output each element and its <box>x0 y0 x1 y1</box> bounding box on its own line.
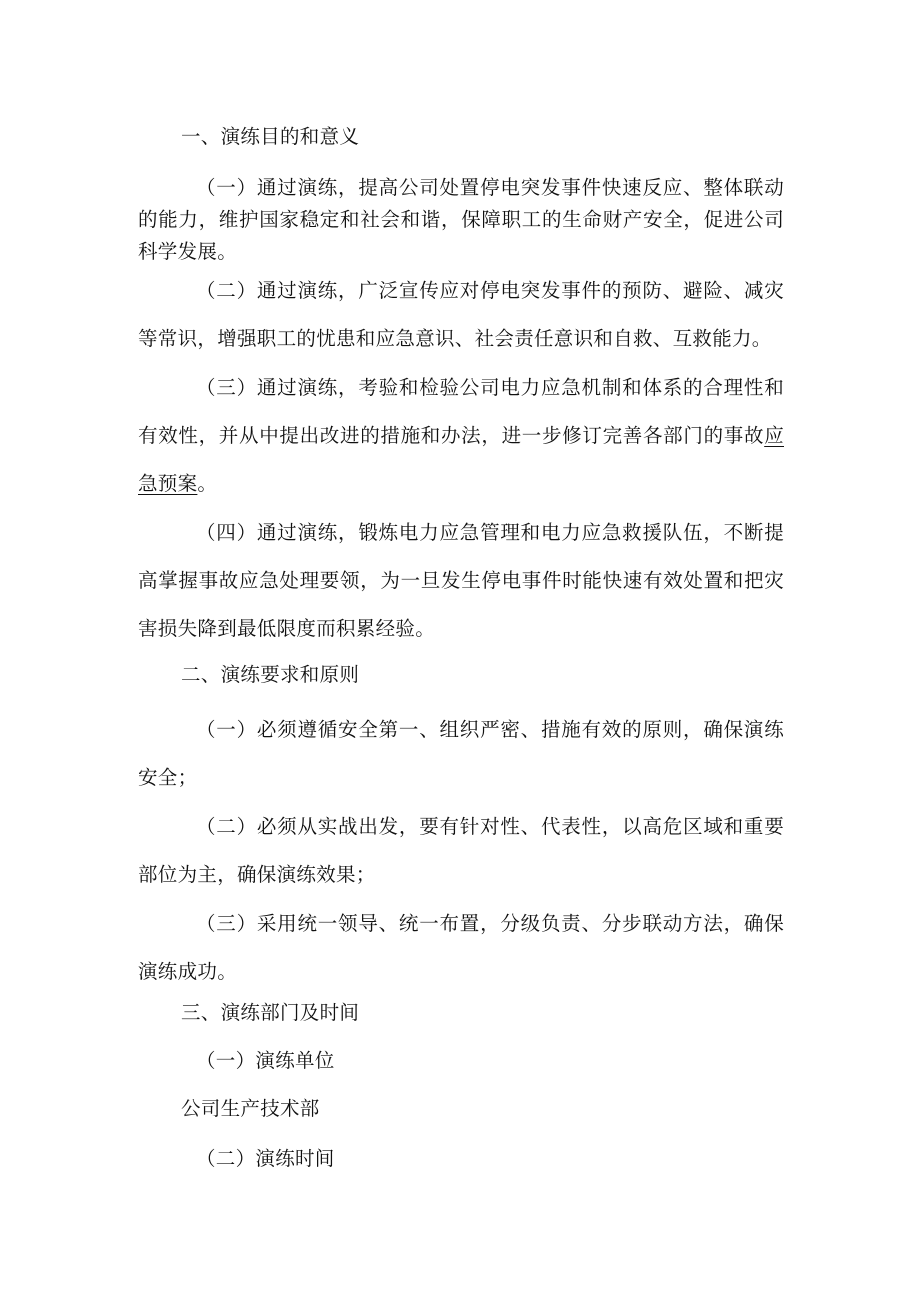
section-1-heading: 一、演练目的和意义 <box>181 125 360 148</box>
section-3-subheading-1: （一）演练单位 <box>196 1049 335 1072</box>
section-2-paragraph-2: （二）必须从实战出发，要有针对性、代表性，以高危区域和重要部位为主，确保演练效果； <box>138 815 784 886</box>
section-1-paragraph-1: （一）通过演练，提高公司处置停电突发事件快速反应、整体联动的能力，维护国家稳定和社会和谐，保障职工的生命财产安全，促进公司科学发展。 <box>138 176 784 263</box>
section-2-paragraph-3: （三）采用统一领导、统一布置，分级负责、分步联动方法，确保演练成功。 <box>138 912 784 983</box>
section-3-heading: 三、演练部门及时间 <box>181 1001 360 1024</box>
section-1-paragraph-3 <box>138 364 784 508</box>
section-1-paragraph-2: （二）通过演练，广泛宣传应对停电突发事件的预防、避险、减灾等常识，增强职工的忧患和应急意识、社会责任意识和自救、互救能力。 <box>138 279 784 350</box>
section-3-subheading-2: （二）演练时间 <box>196 1147 335 1170</box>
section-3-unit-value: 公司生产技术部 <box>181 1097 320 1120</box>
section-1-paragraph-3-end: 。 <box>197 472 218 495</box>
section-2-paragraph-1: （一）必须遵循安全第一、组织严密、措施有效的原则，确保演练安全； <box>138 718 784 789</box>
section-2-heading: 二、演练要求和原则 <box>181 663 360 686</box>
emergency-plan-link[interactable]: 应急预案 <box>138 424 784 495</box>
section-1-paragraph-3-text: （三）通过演练，考验和检验公司电力应急机制和体系的合理性和有效性，并从中提出改进的措施和办法，进一步修订完善各部门的事故 <box>138 376 784 447</box>
section-1-paragraph-4: （四）通过演练，锻炼电力应急管理和电力应急救援队伍，不断提高掌握事故应急处理要领，为一旦发生停电事件时能快速有效处置和把灾害损失降到最低限度而积累经验。 <box>138 521 784 640</box>
